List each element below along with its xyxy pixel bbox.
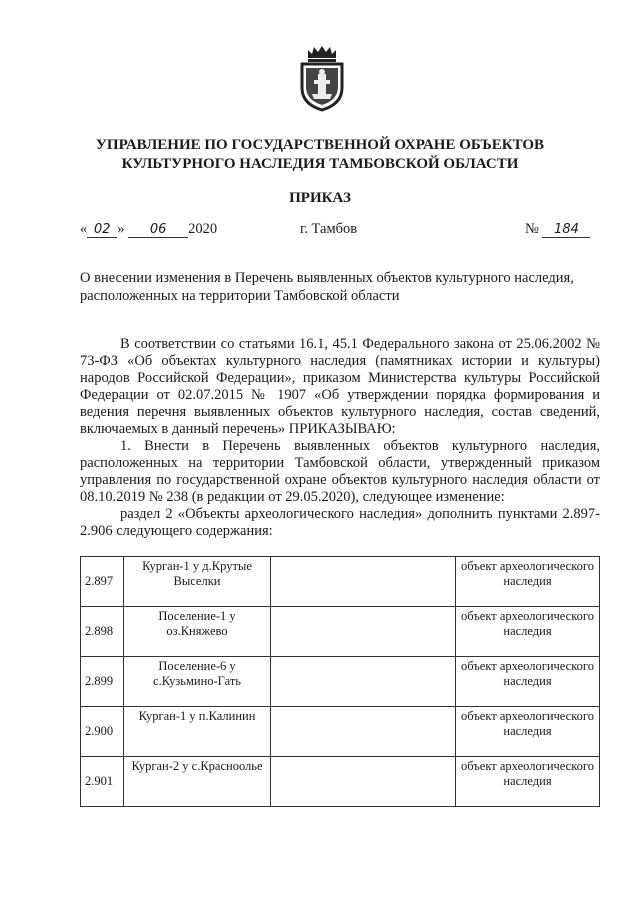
empty-cell <box>271 707 456 757</box>
table-row <box>81 707 600 757</box>
table-row <box>81 757 600 807</box>
number-label: № <box>525 221 539 237</box>
object-type: объект археологического наследия <box>456 607 600 657</box>
organization-name <box>60 136 580 174</box>
tambov-coat-of-arms-icon <box>296 42 348 112</box>
document-body <box>80 336 600 540</box>
date-year: 2020 <box>188 221 218 237</box>
date-month: 06 <box>128 222 188 238</box>
table-row <box>81 557 600 607</box>
body-paragraph-1: В соответствии со статьями 16.1, 45.1 Федерального закона от 25.06.2002 № 73-ФЗ «Об объектах культурного наследия (памятниках истории и культуры) народов Российской Федерации», приказом Министерства культуры Российской Федерации от 02.07.2015 № 1907 «Об утверждении порядка формирования и ведения перечня выявленных объектов культурного наследия, состав сведений, включаемых в данный перечень» ПРИКАЗЫВАЮ: <box>80 336 600 437</box>
subject-line-1: О внесении изменения в Перечень выявленных объектов культурного наследия, <box>80 270 574 286</box>
document-number <box>525 221 590 238</box>
row-number: 2.897 <box>81 557 124 607</box>
document-date <box>80 221 217 238</box>
organization-line-1: УПРАВЛЕНИЕ ПО ГОСУДАРСТВЕННОЙ ОХРАНЕ ОБЪЕКТОВ <box>95 137 545 153</box>
row-number: 2.901 <box>81 757 124 807</box>
object-name: Курган-2 у с.Красноолье <box>124 757 271 807</box>
object-name: Поселение-6 у с.Кузьмино-Гать <box>124 657 271 707</box>
empty-cell <box>271 657 456 707</box>
subject-line-2: расположенных на территории Тамбовской области <box>80 288 400 304</box>
row-number: 2.899 <box>81 657 124 707</box>
row-number: 2.900 <box>81 707 124 757</box>
document-city: г. Тамбов <box>300 221 358 237</box>
table-row <box>81 607 600 657</box>
table-row <box>81 657 600 707</box>
object-name: Курган-1 у п.Калинин <box>124 707 271 757</box>
object-type: объект археологического наследия <box>456 557 600 607</box>
document-type: ПРИКАЗ <box>289 190 351 206</box>
empty-cell <box>271 607 456 657</box>
body-paragraph-2: 1. Внести в Перечень выявленных объектов культурного наследия, расположенных на территории Тамбовской области, утвержденный приказом управления по государственной охране объектов культурного наследия области от 08.10.2019 № 238 (в редакции от 29.05.2020), следующее изменение: <box>80 438 600 505</box>
document-subject <box>80 269 600 305</box>
object-name: Курган-1 у д.Крутые Выселки <box>124 557 271 607</box>
number-value: 184 <box>542 222 590 238</box>
empty-cell <box>271 757 456 807</box>
empty-cell <box>271 557 456 607</box>
object-type: объект археологического наследия <box>456 757 600 807</box>
date-open-quote: « <box>80 221 88 237</box>
body-paragraph-3: раздел 2 «Объекты археологического наследия» дополнить пунктами 2.897-2.906 следующего содержания: <box>80 506 600 539</box>
object-name: Поселение-1 у оз.Княжево <box>124 607 271 657</box>
row-number: 2.898 <box>81 607 124 657</box>
objects-table <box>80 556 600 807</box>
object-type: объект археологического наследия <box>456 707 600 757</box>
date-close-quote: » <box>117 221 125 237</box>
object-type: объект археологического наследия <box>456 657 600 707</box>
organization-line-2: КУЛЬТУРНОГО НАСЛЕДИЯ ТАМБОВСКОЙ ОБЛАСТИ <box>121 156 519 172</box>
date-day: 02 <box>87 222 117 238</box>
